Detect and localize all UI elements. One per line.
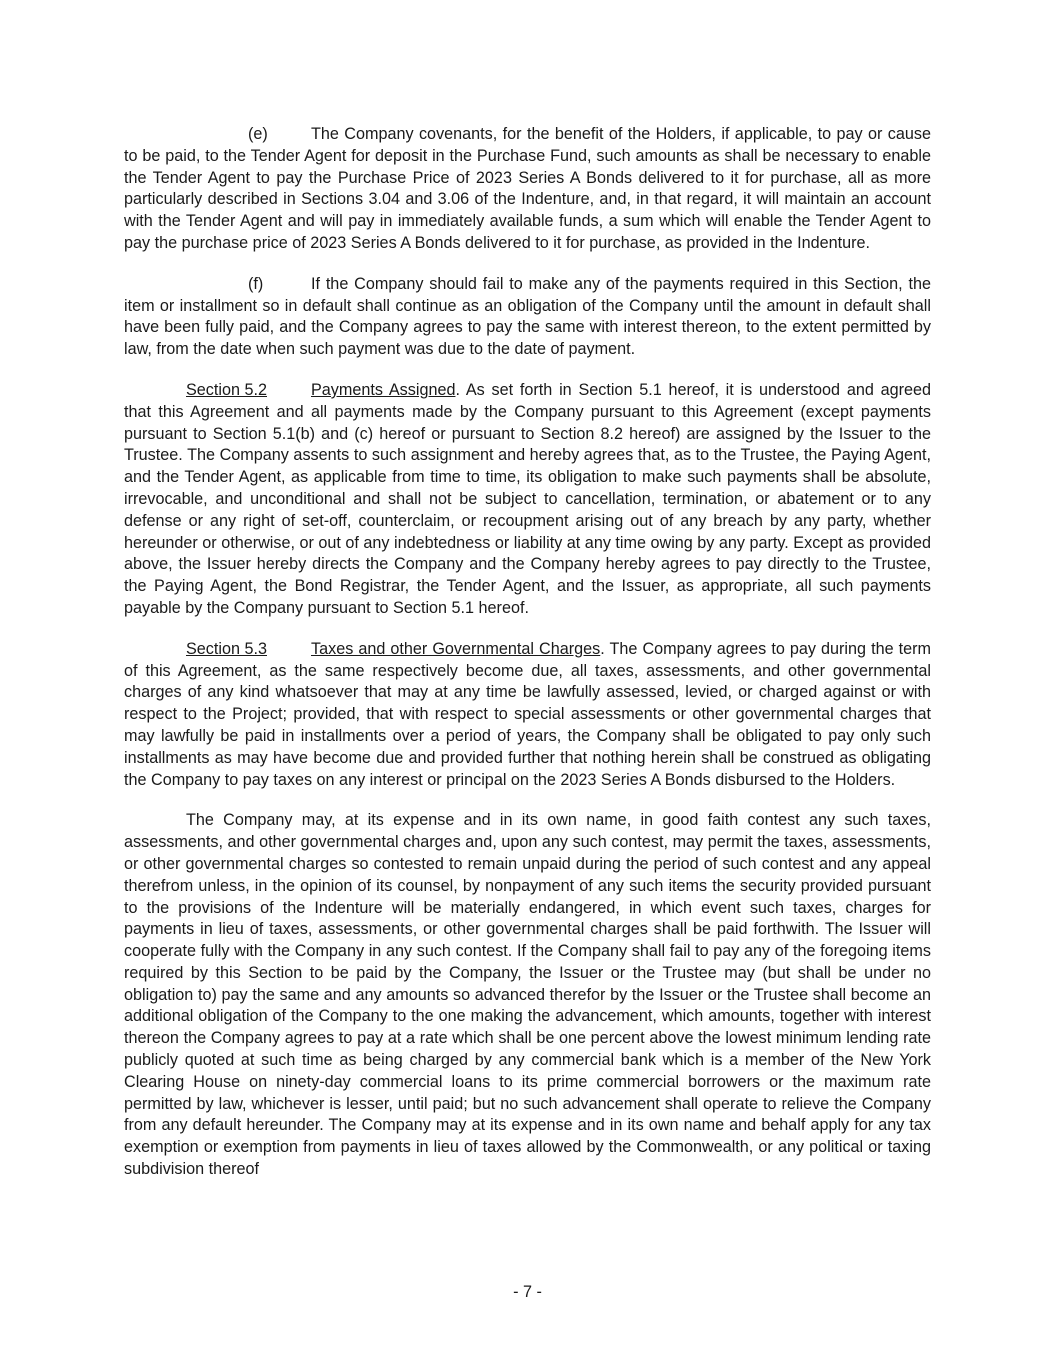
paragraph-e-text: The Company covenants, for the benefit of the Holders, if applicable, to pay or cause to be paid, to the Tender Agent for deposit in the Purchase Fund, such amounts as shall be necessary to enable the Tender Agent to pay the Purchase Price of 2023 Series A Bonds delivered to it for purchase, all as more particularly described in Sections 3.04 and 3.06 of the Indenture, and, in that regard, it will maintain an account with the Tender Agent and will pay in immediately available funds, a sum which will enable the Tender Agent to pay the purchase price of 2023 Series A Bonds delivered to it for purchase, as provided in the Indenture.: [124, 125, 931, 252]
section-5-3-title: Taxes and other Governmental Charges: [311, 639, 601, 658]
paragraph-contest: [124, 810, 931, 1181]
section-5-3-text: . The Company agrees to pay during the term of this Agreement, as the same respectively become due, all taxes, assessments, and other governmental charges of any kind whatsoever that may at any time be lawfully assessed, levied, or charged against or with respect to the Project; provided, that with respect to special assessments or other governmental charges that may lawfully be paid in installments over a period of years, the Company shall be obligated to pay only such installments as may have become due and provided further that nothing herein shall be construed as obligating the Company to pay taxes on any interest or principal on the 2023 Series A Bonds disbursed to the Holders.: [124, 639, 931, 789]
paragraph-marker-e: (e): [248, 125, 268, 143]
section-5-2: [124, 380, 931, 620]
section-5-2-number: Section 5.2: [186, 380, 267, 399]
section-5-2-text: . As set forth in Section 5.1 hereof, it is understood and agreed that this Agreement and all payments made by the Company pursuant to this Agreement (except payments pursuant to Section 5.1(b) and (c) hereof or pursuant to Section 8.2 hereof) are assigned by the Issuer to the Trustee. The Company assents to such assignment and hereby agrees that, as to the Trustee, the Paying Agent, and the Tender Agent, as applicable from time to time, its obligation to make such payments shall be absolute, irrevocable, and unconditional and shall not be subject to cancellation, termination, or abatement or to any defense or any right of set-off, counterclaim, or recoupment arising out of any breach by any party, whether hereunder or otherwise, or out of any indebtedness or liability at any time owing by any party. Except as provided above, the Issuer hereby directs the Company and the Company hereby agrees to pay directly to the Trustee, the Paying Agent, the Bond Registrar, the Tender Agent, and the Issuer, as appropriate, all such payments payable by the Company pursuant to Section 5.1 hereof.: [124, 380, 932, 617]
paragraph-f-text: If the Company should fail to make any of the payments required in this Section, the item or installment so in default shall continue as an obligation of the Company until the amount in default shall have been fully paid, and the Company agrees to pay the same with interest thereon, to the extent permitted by law, from the date when such payment was due to the date of payment.: [124, 274, 931, 359]
document-page: [124, 124, 931, 1200]
page-number: - 7 -: [513, 1283, 542, 1301]
section-5-3: [124, 639, 931, 792]
paragraph-f: [124, 274, 931, 361]
section-5-2-title: Payments Assigned: [311, 380, 456, 399]
paragraph-contest-text: The Company may, at its expense and in its own name, in good faith contest any such taxes, assessments, and other governmental charges and, upon any such contest, may permit the taxes, assessments, or other governmental charges so contested to remain unpaid during the period of such contest and any appeal therefrom unless, in the opinion of its counsel, by nonpayment of any such items the security provided pursuant to the provisions of the Indenture will be materially endangered, in which event such taxes, charges for payments in lieu of taxes, assessments, or other governmental charges shall be paid forthwith. The Issuer will cooperate fully with the Company in any such contest. If the Company shall fail to pay any of the foregoing items required by this Section to be paid by the Company, the Issuer or the Trustee may (but shall be under no obligation to) pay the same and any amounts so advanced therefor by the Issuer or the Trustee shall become an additional obligation of the Company to the one making the advancement, which amounts, together with interest thereon the Company agrees to pay at a rate which shall be one percent above the lowest minimum lending rate publicly quoted at such time as being charged by any commercial bank which is a member of the New York Clearing House on ninety-day commercial loans to its prime commercial borrowers or the maximum rate permitted by law, whichever is lesser, until paid; but no such advancement shall operate to relieve the Company from any default hereunder. The Company may at its expense and in its own name and behalf apply for any tax exemption or exemption from payments in lieu of taxes allowed by the Commonwealth, or any political or taxing subdivision thereof: [124, 811, 931, 1179]
section-5-3-number: Section 5.3: [186, 639, 267, 658]
paragraph-marker-f: (f): [248, 274, 264, 293]
paragraph-e: [124, 124, 931, 255]
